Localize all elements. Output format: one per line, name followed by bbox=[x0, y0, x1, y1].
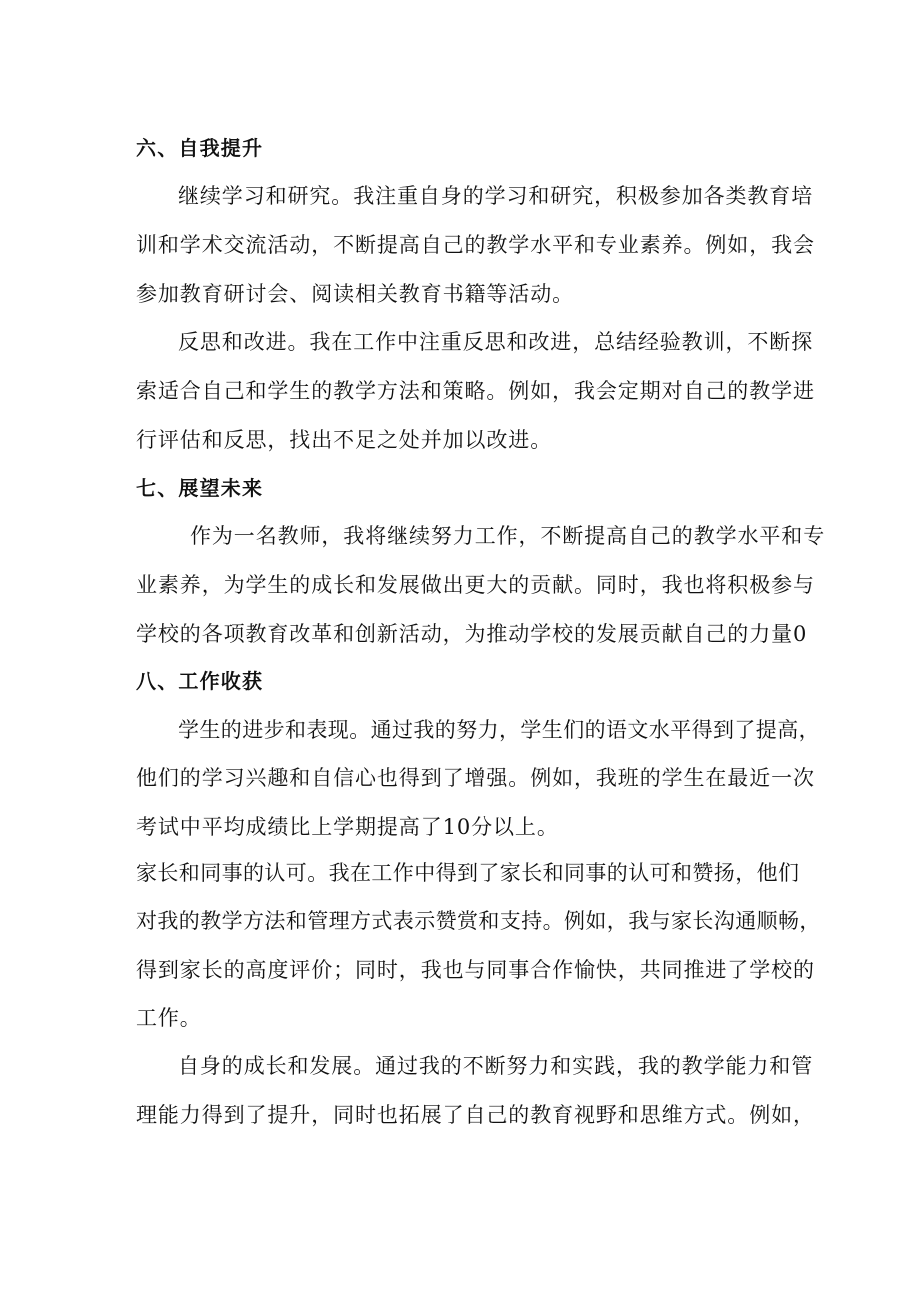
paragraph-line: 工作。 bbox=[136, 1006, 202, 1030]
section-heading-self-improvement: 六、自我提升 bbox=[136, 136, 264, 160]
paragraph-line: 自身的成长和发展。通过我的不断努力和实践，我的教学能力和管 bbox=[178, 1054, 814, 1078]
paragraph-line: 对我的教学方法和管理方式表示赞赏和支持。例如，我与家长沟通顺畅， bbox=[136, 909, 821, 933]
paragraph-line: 作为一名教师，我将继续努力工作，不断提高自己的教学水平和专 bbox=[190, 524, 826, 548]
paragraph-line: 索适合自己和学生的教学方法和策略。例如，我会定期对自己的教学进 bbox=[136, 379, 815, 403]
paragraph-line: 学生的进步和表现。通过我的努力，学生们的语文水平得到了提高， bbox=[178, 718, 820, 742]
paragraph-line: 反思和改进。我在工作中注重反思和改进，总结经验教训，不断探 bbox=[178, 330, 814, 354]
paragraph-line: 训和学术交流活动，不断提高自己的教学水平和专业素养。例如，我会 bbox=[136, 233, 815, 257]
paragraph-line: 他们的学习兴趣和自信心也得到了增强。例如，我班的学生在最近一次 bbox=[136, 766, 815, 790]
paragraph-line: 继续学习和研究。我注重自身的学习和研究，积极参加各类教育培 bbox=[178, 184, 814, 208]
paragraph-line: 得到家长的高度评价；同时，我也与同事合作愉快，共同推进了学校的 bbox=[136, 958, 815, 982]
paragraph-line: 参加教育研讨会、阅读相关教育书籍等活动。 bbox=[136, 282, 574, 306]
section-heading-achievements: 八、工作收获 bbox=[136, 669, 264, 693]
section-heading-outlook: 七、展望未来 bbox=[136, 476, 264, 500]
paragraph-line: 家长和同事的认可。我在工作中得到了家长和同事的认可和赞扬，他们 bbox=[136, 861, 800, 885]
paragraph-line: 学校的各项教育改革和创新活动，为推动学校的发展贡献自己的力量0 bbox=[136, 622, 808, 646]
paragraph-line: 理能力得到了提升，同时也拓展了自己的教育视野和思维方式。例如， bbox=[136, 1103, 815, 1127]
paragraph-line: 考试中平均成绩比上学期提高了10分以上。 bbox=[136, 815, 559, 839]
paragraph-line: 业素养，为学生的成长和发展做出更大的贡献。同时，我也将积极参与 bbox=[136, 573, 815, 597]
paragraph-line: 行评估和反思，找出不足之处并加以改进。 bbox=[136, 428, 553, 452]
